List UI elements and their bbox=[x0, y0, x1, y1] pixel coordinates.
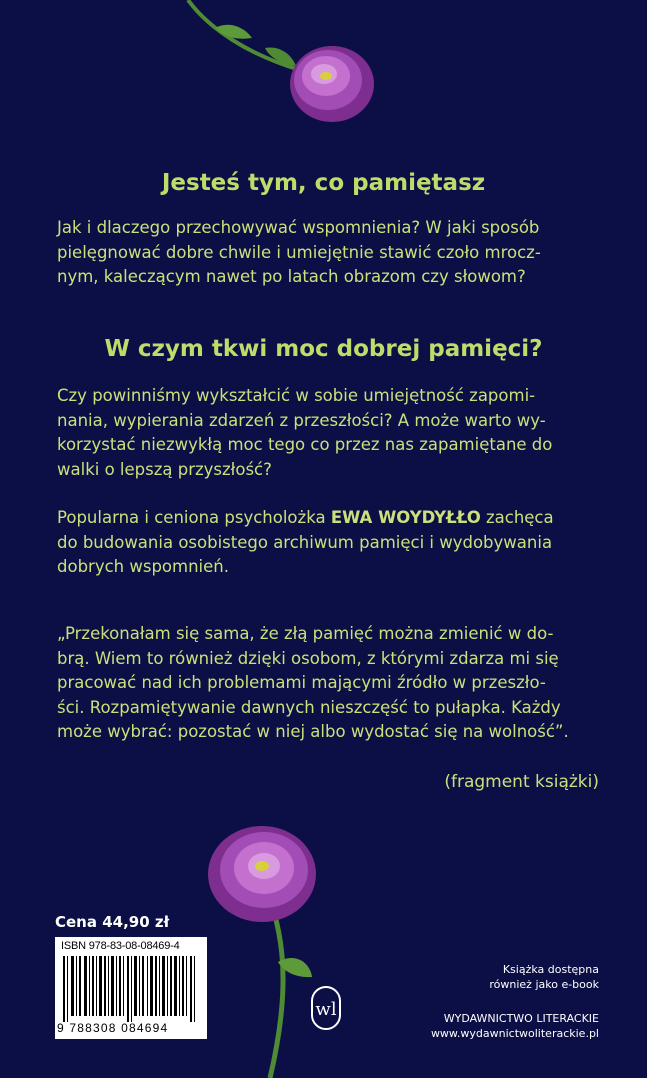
questions-line: nania, wypierania zdarzeń z przeszłości? A może warto wy- bbox=[57, 410, 546, 430]
availability-line: również jako e-book bbox=[489, 978, 599, 991]
quote-line: ści. Rozpamiętywanie dawnych nieszczęść to pułapka. Każdy bbox=[57, 697, 561, 717]
heading-power-of-memory: W czym tkwi moc dobrej pamięci? bbox=[104, 336, 543, 362]
fragment-note: (fragment książki) bbox=[444, 772, 599, 792]
questions-line: korzystać niezwykłą moc tego co przez nas zapamiętane do bbox=[57, 435, 553, 454]
questions-line: walki o lepszą przyszłość? bbox=[57, 459, 272, 479]
isbn-number: ISBN 978-83-08-08469-4 bbox=[61, 940, 180, 952]
publisher-url: www.wydawnictwoliterackie.pl bbox=[430, 1027, 599, 1040]
quote-line: pracować nad ich problemami mającymi źródło w przeszło- bbox=[57, 673, 546, 692]
book-quote bbox=[57, 622, 597, 745]
heading-you-are-what-you-remember: Jesteś tym, co pamiętasz bbox=[161, 170, 486, 196]
author-paragraph bbox=[57, 506, 597, 580]
intro-line: pielęgnować dobre chwile i umiejętnie stawić czoło mrocz- bbox=[57, 242, 541, 262]
intro-line: Jak i dlaczego przechowywać wspomnienia? W jaki sposób bbox=[57, 218, 540, 237]
author-name: EWA WOYDYŁŁO bbox=[330, 508, 481, 527]
quote-line: może wybrać: pozostać w niej albo wydostać się na wolność”. bbox=[57, 722, 569, 741]
questions-paragraph bbox=[57, 384, 597, 482]
publisher-info bbox=[431, 1011, 599, 1041]
ebook-availability bbox=[489, 962, 599, 992]
intro-line: nym, kaleczącym nawet po latach obrazom czy słowom? bbox=[57, 267, 526, 286]
author-line: dobrych wspomnień. bbox=[57, 557, 229, 576]
intro-paragraph bbox=[57, 216, 597, 290]
top-flower-icon bbox=[170, 0, 390, 140]
availability-line: Książka dostępna bbox=[502, 963, 599, 976]
publisher-logo-icon bbox=[311, 986, 341, 1030]
barcode-digits: 9 788308 084694 bbox=[57, 1021, 169, 1035]
quote-line: brą. Wiem to również dzięki osobom, z którymi zdarza mi się bbox=[57, 648, 559, 668]
bottom-flower-icon bbox=[200, 812, 350, 1078]
publisher-name: WYDAWNICTWO LITERACKIE bbox=[443, 1012, 599, 1025]
author-line: Popularna i ceniona psycholożka bbox=[57, 508, 331, 527]
isbn-barcode bbox=[55, 937, 207, 1039]
author-line: do budowania osobistego archiwum pamięci i wydobywania bbox=[57, 532, 553, 552]
price-label: Cena 44,90 zł bbox=[55, 913, 170, 931]
quote-line: „Przekonałam się sama, że złą pamięć można zmienić w do- bbox=[57, 624, 554, 643]
svg-text:wl: wl bbox=[315, 999, 337, 1020]
questions-line: Czy powinniśmy wykształcić w sobie umiejętność zapomi- bbox=[57, 386, 536, 405]
author-line: zachęca bbox=[480, 508, 554, 527]
barcode-icon bbox=[63, 956, 199, 1022]
